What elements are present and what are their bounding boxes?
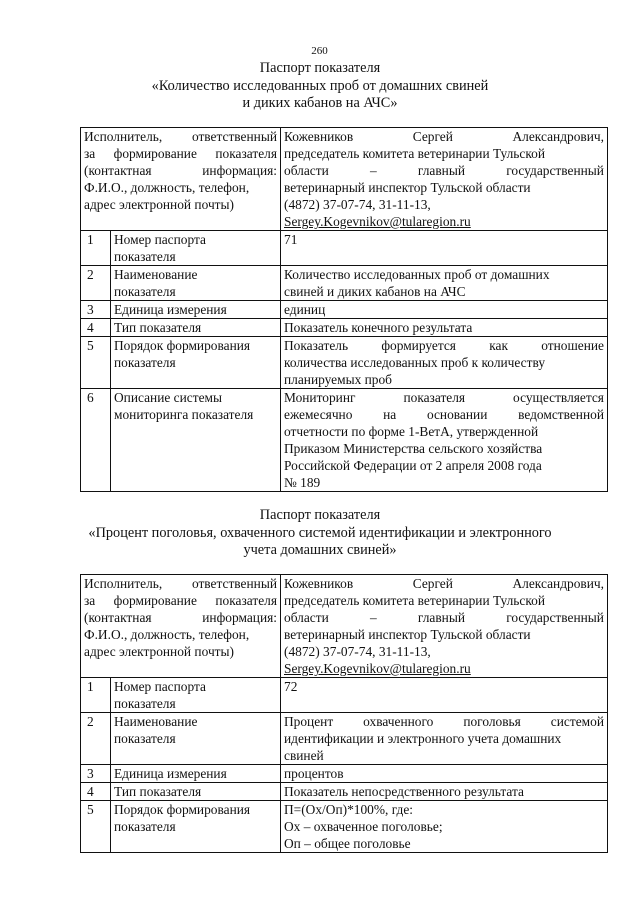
word: за <box>84 593 96 608</box>
row-value-cell <box>281 301 608 319</box>
text-line: П=(Ох/Оп)*100%, где: <box>284 802 413 817</box>
text-line: Российской Федерации от 2 апреля 2008 года <box>284 458 542 473</box>
word: как <box>489 338 508 353</box>
row-label-cell <box>111 301 281 319</box>
table-row <box>81 678 608 713</box>
page-number: 260 <box>311 45 328 57</box>
word: формируется <box>381 338 456 353</box>
text-line: адрес электронной почты) <box>84 197 234 212</box>
text-line: единиц <box>284 302 326 317</box>
text-line: показателя <box>114 249 176 264</box>
row-number: 4 <box>81 319 111 337</box>
word: на <box>383 407 397 422</box>
text-line: Ох – охваченное поголовье; <box>284 819 443 834</box>
word: за <box>84 146 96 161</box>
word: показателя <box>403 390 466 405</box>
table-row <box>81 337 608 389</box>
row-value-cell <box>281 231 608 266</box>
row-number: 3 <box>81 765 111 783</box>
text-line: Показатель непосредственного результата <box>284 784 524 799</box>
word: информация: <box>202 610 277 625</box>
text-line <box>284 389 604 406</box>
text-line: председатель комитета ветеринарии Тульской <box>284 146 546 161</box>
executor-value-cell <box>281 128 608 231</box>
row-number: 1 <box>81 678 111 713</box>
row-number: 3 <box>81 301 111 319</box>
word: охваченного <box>363 714 434 729</box>
row-value-cell <box>281 319 608 337</box>
passport-subtitle-line: «Количество исследованных проб от домашних свиней <box>151 77 489 94</box>
text-line: Приказом Министерства сельского хозяйства <box>284 441 543 456</box>
row-number: 4 <box>81 783 111 801</box>
row-value-cell <box>281 765 608 783</box>
row-label-cell <box>111 783 281 801</box>
word: системой <box>550 714 604 729</box>
row-label-cell <box>111 389 281 492</box>
text-line: отчетности по форме 1-ВетА, утвержденной <box>284 424 539 439</box>
word: (контактная <box>84 163 152 178</box>
text-line: свиней и диких кабанов на АЧС <box>284 284 466 299</box>
word: Процент <box>284 714 334 729</box>
row-label-cell <box>111 765 281 783</box>
word: информация: <box>202 163 277 178</box>
text-line: адрес электронной почты) <box>84 644 234 659</box>
email-link: Sergey.Kogevnikov@tularegion.ru <box>284 661 471 676</box>
text-line <box>284 713 604 730</box>
row-label-cell <box>111 713 281 765</box>
text-line: идентификации и электронного учета домашних <box>284 731 562 746</box>
text-line: Единица измерения <box>114 302 227 317</box>
row-value-cell <box>281 801 608 853</box>
text-line: показателя <box>114 696 176 711</box>
word: основании <box>426 407 488 422</box>
text-line <box>84 128 277 145</box>
text-line: Наименование <box>114 714 198 729</box>
word: Исполнитель, <box>84 576 163 591</box>
text-line <box>284 575 604 592</box>
passport-table <box>80 574 608 853</box>
word: – <box>369 610 377 625</box>
row-label-cell <box>111 266 281 301</box>
word: – <box>369 163 377 178</box>
passport-title: Паспорт показателя <box>259 507 381 523</box>
word: Мониторинг <box>284 390 356 405</box>
word: области <box>284 163 329 178</box>
table-row <box>81 231 608 266</box>
text-line <box>284 406 604 423</box>
word: осуществляется <box>513 390 604 405</box>
word: ежемесячно <box>284 407 353 422</box>
text-line: № 189 <box>284 475 321 490</box>
word: отношение <box>541 338 604 353</box>
word: Исполнитель, <box>84 129 163 144</box>
text-line: Порядок формирования <box>114 338 251 353</box>
text-line <box>284 609 604 626</box>
text-line: Единица измерения <box>114 766 227 781</box>
word: государственный <box>506 163 604 178</box>
text-line: показателя <box>114 355 176 370</box>
text-line: Наименование <box>114 267 198 282</box>
text-line <box>284 337 604 354</box>
row-value-cell <box>281 389 608 492</box>
row-label-cell <box>111 319 281 337</box>
text-line <box>284 162 604 179</box>
row-value-cell <box>281 783 608 801</box>
word: ответственный <box>191 129 277 144</box>
text-line: планируемых проб <box>284 372 392 387</box>
word: ответственный <box>191 576 277 591</box>
table-row <box>81 266 608 301</box>
word: государственный <box>506 610 604 625</box>
text-line <box>84 592 277 609</box>
passport-title: Паспорт показателя <box>259 60 381 76</box>
word: (контактная <box>84 610 152 625</box>
text-line: ветеринарный инспектор Тульской области <box>284 627 531 642</box>
text-line <box>84 145 277 162</box>
table-row <box>81 319 608 337</box>
text-line: Порядок формирования <box>114 802 251 817</box>
text-line: Количество исследованных проб от домашних <box>284 267 550 282</box>
row-value-cell <box>281 713 608 765</box>
passport-subtitle-line: и диких кабанов на АЧС» <box>242 95 398 111</box>
word: формирование <box>113 146 197 161</box>
row-number: 2 <box>81 266 111 301</box>
passport-subtitle-line: учета домашних свиней» <box>243 542 397 558</box>
word: главный <box>417 610 465 625</box>
text-line: Ф.И.О., должность, телефон, <box>84 627 250 642</box>
row-number: 2 <box>81 713 111 765</box>
table-row <box>81 389 608 492</box>
row-label-cell <box>111 801 281 853</box>
text-line: показателя <box>114 819 176 834</box>
table-row <box>81 765 608 783</box>
passport-heading <box>40 60 600 113</box>
row-number: 1 <box>81 231 111 266</box>
text-line: 72 <box>284 679 298 694</box>
row-number: 5 <box>81 337 111 389</box>
word: показателя <box>215 146 277 161</box>
text-line: Описание системы <box>114 390 222 405</box>
text-line <box>84 162 277 179</box>
row-value-cell <box>281 266 608 301</box>
word: формирование <box>113 593 197 608</box>
executor-row <box>81 128 608 231</box>
executor-label-cell <box>81 575 281 678</box>
text-line: Номер паспорта <box>114 232 206 247</box>
text-line: показателя <box>114 284 176 299</box>
row-value-cell <box>281 337 608 389</box>
row-number: 6 <box>81 389 111 492</box>
text-line: (4872) 37-07-74, 31-11-13, <box>284 644 431 659</box>
word: Сергей <box>412 129 453 144</box>
word: Сергей <box>412 576 453 591</box>
word: Александрович, <box>512 129 604 144</box>
row-number: 5 <box>81 801 111 853</box>
passport-subtitle-line: «Процент поголовья, охваченного системой идентификации и электронного <box>88 524 552 541</box>
email-link: Sergey.Kogevnikov@tularegion.ru <box>284 214 471 229</box>
text-line: мониторинга показателя <box>114 407 254 422</box>
table-row <box>81 801 608 853</box>
word: главный <box>417 163 465 178</box>
word: Кожевников <box>284 576 354 591</box>
text-line: показателя <box>114 731 176 746</box>
text-line: ветеринарный инспектор Тульской области <box>284 180 531 195</box>
executor-row <box>81 575 608 678</box>
text-line: Оп – общее поголовье <box>284 836 411 851</box>
row-label-cell <box>111 231 281 266</box>
table-row <box>81 783 608 801</box>
table-row <box>81 713 608 765</box>
executor-value-cell <box>281 575 608 678</box>
passport-table <box>80 127 608 492</box>
text-line: Показатель конечного результата <box>284 320 473 335</box>
text-line: 71 <box>284 232 298 247</box>
word: показателя <box>215 593 277 608</box>
text-line: (4872) 37-07-74, 31-11-13, <box>284 197 431 212</box>
word: ведомственной <box>518 407 604 422</box>
text-line: Ф.И.О., должность, телефон, <box>84 180 250 195</box>
row-value-cell <box>281 678 608 713</box>
word: Александрович, <box>512 576 604 591</box>
text-line <box>84 575 277 592</box>
row-label-cell <box>111 337 281 389</box>
text-line: количества исследованных проб к количеству <box>284 355 546 370</box>
text-line: Тип показателя <box>114 320 202 335</box>
text-line <box>284 128 604 145</box>
word: Показатель <box>284 338 349 353</box>
word: области <box>284 610 329 625</box>
text-line: председатель комитета ветеринарии Тульской <box>284 593 546 608</box>
row-label-cell <box>111 678 281 713</box>
table-row <box>81 301 608 319</box>
executor-label-cell <box>81 128 281 231</box>
passport-heading <box>40 507 600 560</box>
word: поголовья <box>463 714 521 729</box>
word: Кожевников <box>284 129 354 144</box>
text-line: Тип показателя <box>114 784 202 799</box>
text-line <box>84 609 277 626</box>
text-line: свиней <box>284 748 324 763</box>
text-line: процентов <box>284 766 344 781</box>
text-line: Номер паспорта <box>114 679 206 694</box>
